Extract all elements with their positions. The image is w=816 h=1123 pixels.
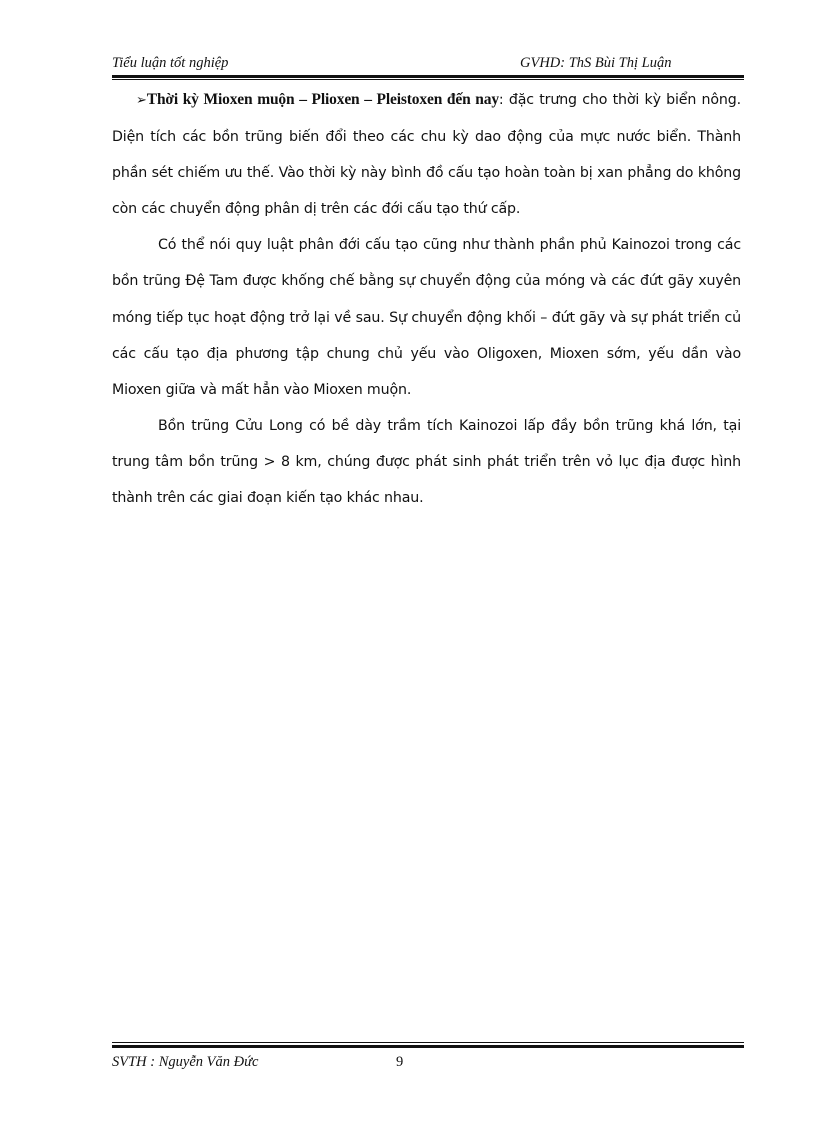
page-header: [112, 53, 744, 77]
header-rule-thick: [112, 75, 744, 78]
header-supervisor: GVHD: ThS Bùi Thị Luận: [520, 55, 672, 71]
bullet-paragraph: [112, 82, 741, 227]
page-number: 9: [396, 1054, 404, 1070]
page-body: [112, 82, 741, 516]
page-footer: [112, 1054, 744, 1076]
bullet-text: : đặc trưng cho thời kỳ biển nông. Diện tích các bồn trũng biến đổi theo các chu kỳ dao động của mực nước biển. Thành phần sét chiếm ưu thế. Vào thời kỳ này bình đồ cấu tạo hoàn toàn bị xan phẳng do không còn các chuyển động phân dị trên các đới cấu tạo thứ cấp.: [112, 92, 741, 218]
header-title: Tiểu luận tốt nghiệp: [112, 55, 229, 71]
footer-rule-thick: [112, 1045, 744, 1048]
arrow-bullet-icon: ➢: [136, 93, 147, 108]
body-paragraph: Có thể nói quy luật phân đới cấu tạo cũng như thành phần phủ Kainozoi trong các bồn trũng Đệ Tam được khống chế bằng sự chuyển động của móng và các đứt gãy xuyên móng tiếp tục hoạt động trở lại về sau. Sự chuyển động khối – đứt gãy và sự phát triển củ các cấu tạo địa phương tập chung chủ yếu vào Oligoxen, Mioxen sớm, yếu dần vào Mioxen giữa và mất hẳn vào Mioxen muộn.: [112, 237, 741, 398]
header-rule-thin: [112, 79, 744, 80]
body-paragraph: Bồn trũng Cửu Long có bề dày trầm tích Kainozoi lấp đầy bồn trũng khá lớn, tại trung tâm bồn trũng > 8 km, chúng được phát sinh phát triển trên vỏ lục địa được hình thành trên các giai đoạn kiến tạo khác nhau.: [112, 417, 741, 507]
footer-author: SVTH : Nguyễn Văn Đức: [112, 1054, 259, 1070]
footer-rule-thin: [112, 1042, 744, 1043]
bullet-title: Thời kỳ Mioxen muộn – Plioxen – Pleistoxen đến nay: [146, 91, 499, 108]
